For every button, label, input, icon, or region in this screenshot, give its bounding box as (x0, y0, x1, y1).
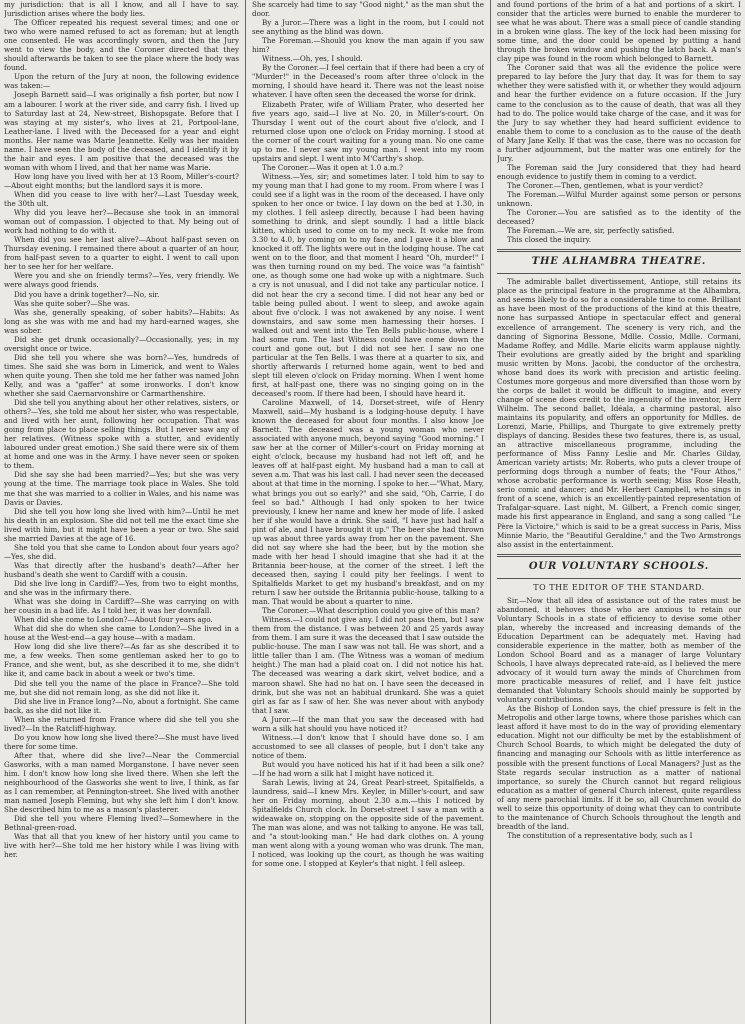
paragraph: The Coroner.—Then, gentlemen, what is your verdict? (507, 180, 703, 190)
paragraph: Was she quite sober?—She was. (14, 298, 130, 308)
letter-subheading: TO THE EDITOR OF THE STANDARD. (533, 582, 705, 592)
paragraph: The Foreman.—We are, sir, perfectly satisfied. (507, 226, 675, 236)
paragraph: Caroline Maxwell, of 14, Dorset-street, wife of Henry Maxwell, said—My husband is a lodging-house deputy. I have known the deceased for about four months. I also know Joe Barnett. The deceased was a young woman who never associated with anyone much, beyond saying "Good morning." I saw her at the corner of Miller's-court on Friday morning at eight o'clock, because my husband had not left off, and he leaves off at half-past eight. My husband had a man to call at seven a.m. That was his last call. I had never seen the deceased about at that time in the morning. I spoke to her.—"What, Mary, what brings you out so early?" and she said, "Oh, Carrie, I do feel so bad." Although I had only spoken to her twice previously, I knew her name and knew her mode of life. I asked her if she would have a drink. She said, "I have just had half a pint of ale, and I have brought it up." The beer she had thrown up was about three yards away from her on the pavement. She did not say where she had the beer, but by the motion she made with her head I should imagine that she had it at the Britannia beer-house, at the corner of the street. I left the deceased then, saying I could pity her feelings. I went to Spitalfields Market to get my husband's breakfast, and on my return I saw her outside the Britannia public-house, talking to a man. That would be about a quarter to nine. (252, 398, 484, 607)
paragraph: The Foreman.—Should you know the man again if you saw him? (252, 36, 484, 55)
paragraph: Were you and she on friendly terms?—Yes, very friendly. We were always good friends. (4, 271, 239, 290)
alhambra-article (497, 277, 741, 548)
paragraph: When did she come to London?—About four years ago. (14, 615, 213, 625)
column-rule-1 (245, 0, 246, 1024)
paragraph: Did she get drunk occasionally?—Occasionally, yes; in my oversight once or twice. (4, 334, 239, 353)
paragraph: Did she live long in Cardiff?—Yes, from two to eight months, and she was in the infirmary there. (4, 579, 239, 598)
column-rule-2 (490, 0, 491, 1024)
paragraph: Witness.—Oh, yes, I should. (262, 54, 363, 64)
paragraph: The constitution of a representative body, such as I (507, 830, 693, 840)
paragraph: She told you that she came to London about four years ago?—Yes, she did. (4, 542, 239, 561)
inquest-conclusion (497, 0, 741, 244)
column-1 (4, 0, 239, 1024)
paragraph: What was she doing in Cardiff?—She was carrying on with her cousin in a bad life. As I told her, it was her downfall. (4, 597, 239, 616)
paragraph: This closed the inquiry. (507, 235, 591, 245)
paragraph: After that, where did she live?—Near the Commercial Gasworks, with a man named Morganstone. I have never seen him. I don't know how long she lived there. When she left the neighbourhood of the Gasworks she went to live, I think, as far as I can remember, at Pennington-street. She lived with another man named Joseph Fleming, but why she left him I don't know. She described him to me as a mason's plasterer. (4, 750, 239, 815)
paragraph: Witness.—I could not give any. I did not pass them, but I saw them from the distance. I was between 20 and 25 yards away from them. I am sure it was the deceased that I saw outside the public-house. The man I saw was not tall. He was short, and a little taller than I am. (The Witness was a woman of medium height.) The man had a plaid coat on. I did not notice his hat. The deceased was wearing a dark skirt, velvet bodice, and a maroon shawl. She had no hat on. I have seen the deceased in drink, but she was not an habitual drunkard. She was a quiet girl as far as I saw of her. She was never about with anybody that I saw. (252, 615, 484, 715)
paragraph: Was that directly after the husband's death?—After her husband's death she went to Cardiff with a cousin. (4, 560, 239, 579)
paragraph: Was she, generally speaking, of sober habits?—Habits: As long as she was with me and had my hard-earned wages, she was sober. (4, 307, 239, 335)
section-rule (497, 249, 741, 252)
paragraph: Sarah Lewis, living at 24, Great Pearl-street, Spitalfields, a laundress, said—I knew Mrs. Keyler, in Miller's-court, and saw her on Friday morning, about 2.30 a.m.—this I noticed by Spitalfields Church clock. In Dorset-street I saw a man with a wideawake on, stopping on the opposite side of the pavement. The man was alone, and was not talking to anyone. He was tall, and "a stout-looking man." He had dark clothes on. A young man went along with a young woman who was drunk. The man, I noticed, was looking up the court, as though he was waiting for some one. I stopped at Keyler's that night. I fell asleep. (252, 778, 484, 869)
paragraph: Did she tell you where she was born?—Yes, hundreds of times. She said she was born in Limerick, and went to Wales when quite young. Then she told me her father was named John Kelly, and was a "gaffer" at some ironworks. I don't know whether she said Caernarvonshire or Carmarthenshire. (4, 352, 239, 399)
paragraph: The Foreman.—Wilful Murder against some person or persons unknown. (497, 189, 741, 209)
paragraph: The Coroner.—Was it open at 1.0 a.m.? (262, 162, 403, 172)
paragraph: But would you have noticed his hat if it had been a silk one?—If he had worn a silk hat I might have noticed it. (252, 759, 484, 778)
paragraph: A Juror.—If the man that you saw the deceased with had worn a silk hat should you have noticed it? (252, 714, 484, 733)
paragraph: Joseph Barnett said—I was originally a fish porter, but now I am a labourer. I work at the river side, and carry fish. I lived up to Saturday last at 24, New-street, Bishopsgate. Before that I was staying at my sister's, who lives at 21, Portpool-lane, Leather-lane. I lived with the Deceased for a year and eight months. Her name was Marie Jeannette. Kelly was her maiden name. I have seen the body of the deceased, and I identify it by the hair and eyes. I am positive that the deceased was the woman with whom I lived, and that her name was Marie. (4, 90, 239, 172)
paragraph: By a Juror.—There was a light in the room, but I could not see anything as the blind was down. (252, 18, 484, 37)
schools-heading: OUR VOLUNTARY SCHOOLS. (528, 560, 710, 572)
paragraph: The Coroner.—You are satisfied as to the identity of the deceased? (497, 208, 741, 227)
paragraph: She scarcely had time to say "Good night," as the man shut the door. (252, 0, 484, 19)
paragraph: Did she tell you where Fleming lived?—Somewhere in the Bethnal-green-road. (4, 814, 239, 833)
paragraph: By the Coroner.—I feel certain that if there had been a cry of "Murder!" in the Deceased's room after three o'clock in the morning, I should have heard it. There was not the least noise whatever. I have often seen the deceased the worse for drink. (252, 63, 484, 100)
column-3 (497, 0, 741, 1024)
paragraph: and found portions of the brim of a hat and portions of a skirt. I consider that the articles were burned to enable the murderer to see what he was about. There was a small piece of candle standing in a broken wine glass. The key of the lock had been missing for some time, and the door could be opened by putting a hand through the broken window and pushing the latch back. A man's clay pipe was found in the room which belonged to Barnett. (497, 0, 741, 64)
paragraph: When did you see her last alive?—About half-past seven on Thursday evening. I remained there about a quarter of an hour, from half-past seven to a quarter to eight. I went to call upon her to see her for her welfare. (4, 235, 239, 272)
paragraph: Did she say she had been married?—Yes; but she was very young at the time. The marriage took place in Wales. She told me that she was married to a collier in Wales, and his name was Davis or Davies. (4, 470, 239, 507)
paragraph: Elizabeth Prater, wife of William Prater, who deserted her five years ago, said—I live at No. 20, in Miller's-court. On Thursday I went out of the court about five o'clock, and I returned close upon one o'clock on Friday morning. I stood at the corner of the court waiting for a young man. No one came up to me. I never saw my young man. I went into my room upstairs and slept. I went into M'Carthy's shop. (252, 99, 484, 163)
paragraph: Did she tell you the name of the place in France?—She told me, but she did not remain long, as she did not like it. (4, 678, 239, 697)
paragraph: Do you know how long she lived there?—She must have lived there for some time. (4, 732, 239, 751)
paragraph: Upon the return of the Jury at noon, the following evidence was taken:— (4, 72, 239, 91)
paragraph: Was that all that you knew of her history until you came to live with her?—She told me her history while I was living with her. (4, 832, 239, 860)
paragraph: Did she tell you anything about her other relatives, sisters, or others?—Yes, she told me about her sister, who was respectable, and lived with her aunt, following her occupation. That was going from place to place selling things. But I never saw any of her relatives. (Witness spoke with a stutter, and evidently laboured under great emotion.) She said there were six of them at home and one was in the Army. I have never seen or spoken to them. (4, 398, 239, 471)
paragraph: When did you cease to live with her?—Last Tuesday week, the 30th ult. (4, 189, 239, 209)
paragraph: Did you have a drink together?—No, sir. (14, 289, 160, 299)
alhambra-heading: THE ALHAMBRA THEATRE. (531, 256, 707, 268)
paragraph: The Foreman said the Jury considered that they had heard enough evidence to justify them in coming to a verdict. (497, 162, 741, 181)
paragraph: Sir,—Now that all idea of assistance out of the rates must be abandoned, it behoves those who are anxious to retain our Voluntary Schools in a state of efficiency to devise some other plan, whereby the increased and increasing demands of the Education Department can be adequately met. Having had considerable experience in the matter, both as member of the London School Board and as a manager of large Voluntary Schools, I have always deprecated rate-aid, as I believed the mere advocacy of it would turn away the minds of Churchmen from more practicable measures of relief, and I have felt justice demanded that Voluntary Schools should mainly be supported by voluntary contributions. (497, 595, 741, 705)
paragraph: How long did she live there?—As far as she described it to me, a few weeks. Then some gentleman asked her to go to France, and she went, but, as she described it to me, she didn't like it, and came back in about a week or two's time. (4, 642, 239, 679)
paragraph: As the Bishop of London says, the chief pressure is felt in the Metropolis and other large towns, where those parishes which can least afford it have most to do in the way of providing elementary education. Might not our difficulty be met by the establishment of Church School Boards, to which might be delegated the duty of financing and managing our Schools with as little interference as possible with the present functions of Local Managers? Just as the State regards secular instruction as a matter of national importance, so surely the Church cannot but regard religious education as a matter of general Church interest, quite regardless of any mere parochial limits. If it be so, all Churchmen would do well to seize this opportunity of doing what they can to contribute to the maintenance of Church Schools throughout the length and breadth of the land. (497, 704, 741, 831)
paragraph: What did she do when she came to London?—She lived in a house at the West-end—a gay house—with a madam. (4, 624, 239, 643)
paragraph: Why did you leave her?—Because she took in an immoral woman out of compassion. I objected to that. My being out of work had nothing to do with it. (4, 208, 239, 236)
paragraph: Did she tell you how long she lived with him?—Until he met his death in an explosion. She did not tell me the exact time she lived with him, but it might have been a year or two. She said she married Davies at the age of 16. (4, 506, 239, 543)
paragraph: How long have you lived with her at 13 Room, Miller's-court?—About eight months; but the landlord says it is more. (4, 171, 239, 190)
paragraph: The admirable ballet divertissement, Antiope, still retains its place as the principal feature in the programme at the Alhambra, and seems likely to do so for a considerable time to come. Brilliant as have been most of the productions of the kind at this theatre, none has surpassed Antiope in spectacular effect and general excellence of arrangement. The scenery is very rich, and the dancing of Signorina Bessone, Mdlle. Cossio, Mdlle. Cormani, Madame Roffey, and Mdlle. Marie elicits warm applause nightly. Their evolutions are greatly aided by the bright and sparkling music written by Mons. Jacobi, the conductor of the orchestra, whose band does its work with precision and artistic feeling. Costumes more gorgeous and more diversified than those worn by the corps de ballet it would be difficult to imagine, and every change of scene does credit to the ingenuity of the inventor, Herr Wilhelm. The second ballet, Idéala, a charming pastoral, also maintains its popularity, and offers an opportunity for Mdlles. de Lorenzi, Marie, Phillips, and Thurgate to give extremely pretty displays of dancing. Besides these two features, there is, as usual, an attractive miscellaneous programme, including the performance of Miss Fanny Leslie and Mr. Charles Gilday, American variety artists; Mr. Roberts, who puts a clever troupe of performing dogs through a number of feats; the "Four Athos," whose acrobatic performance is worth seeing; Miss Rose Heath, serio comic and dancer; and Mr. Herbert Campbell, who sings in front of a scene, which is an excellently-painted representation of Trafalgar-square. Last night, M. Gilbert, a French comic singer, made his first appearance in England, and sang a song called "Le Père la Victoire," which is said to be a great success in Paris, Miss Minnie Mario, the "Beautiful Geraldine," and the Two Armstrongs also assist in the entertainment. (497, 277, 741, 549)
column-2 (252, 0, 484, 1024)
paragraph: my jurisdiction: that is all I know, and all I have to say. Jurisdiction arises where the body lies. (4, 0, 239, 19)
section-rule (497, 554, 741, 557)
section-rule (497, 273, 741, 274)
paragraph: When she returned from France where did she tell you she lived?—In the Ratcliff-highway. (4, 714, 239, 733)
paragraph: The Coroner said that was all the evidence the police were prepared to lay before the Jury that day. It was for them to say whether they were satisfied with it, or whether they would adjourn and hear the further evidence on a future occasion. If the Jury came to the conclusion as to the cause of death, that was all they had to do. The police would take charge of the case, and it was for the Jury to say whether they had heard sufficient evidence to enable them to come to a conclusion as to the cause of the death of Mary Jane Kelly. If that was the case, there was no occasion for a further adjournment, but the matter was one entirely for the Jury. (497, 63, 741, 163)
paragraph: The Officer repeated his request several times; and one or two who were named refused to act as foreman; but at length one consented. He was accordingly sworn, and then the Jury went to view the body, and the Coroner directed that they should afterwards be taken to see the place where the body was found. (4, 18, 239, 73)
paragraph: Did she live in France long?—No, about a fortnight. She came back, as she did not like it. (4, 696, 239, 715)
paragraph: Witness.—Yes, sir; and sometimes later. I told him to say to my young man that I had gone to my room. From where I was I could see if a light was in the room of the deceased. I have only spoken to her once or twice. I lay down on the bed at 1.30, in my clothes. I fell asleep directly, because I had been having something to drink, and slept soundly. I had a little black kitten, which used to come on to my neck. It woke me from 3.30 to 4.0, by coming on to my face, and I gave it a blow and knocked it off. The lights were out in the lodging house. The cat went on to the floor, and that moment I heard "Oh, murder!" I was then turning round on my bed. The voice was "a faintish" one, as though some one had woke up with a nightmare. Such a cry is not unusual, and I did not take any particular notice. I did not hear the cry a second time. I did not hear any bed or table being pulled about. I went to sleep, and awoke again about five o'clock. I was not awakened by any noise. I went downstairs, and saw some men harnessing their horses. I walked out and went into the Ten Bells public-house, where I had some rum. The last Witness could have come down the court and gone out, but I did not see her. I saw no one particular at the Ten Bells. I was there at a quarter to six, and shortly afterwards I returned home again, went to bed and slept till eleven o'clock on Friday morning. When I went home first, at half-past one, there was no singing going on in the deceased's room. If there had been, I should have heard it. (252, 171, 484, 399)
schools-letter (497, 596, 741, 840)
section-rule (497, 578, 741, 579)
paragraph: Witness.—I don't know that I should have done so. I am accustomed to see all classes of people, but I don't take any notice of them. (252, 732, 484, 760)
paragraph: The Coroner.—What description could you give of this man? (262, 606, 480, 616)
